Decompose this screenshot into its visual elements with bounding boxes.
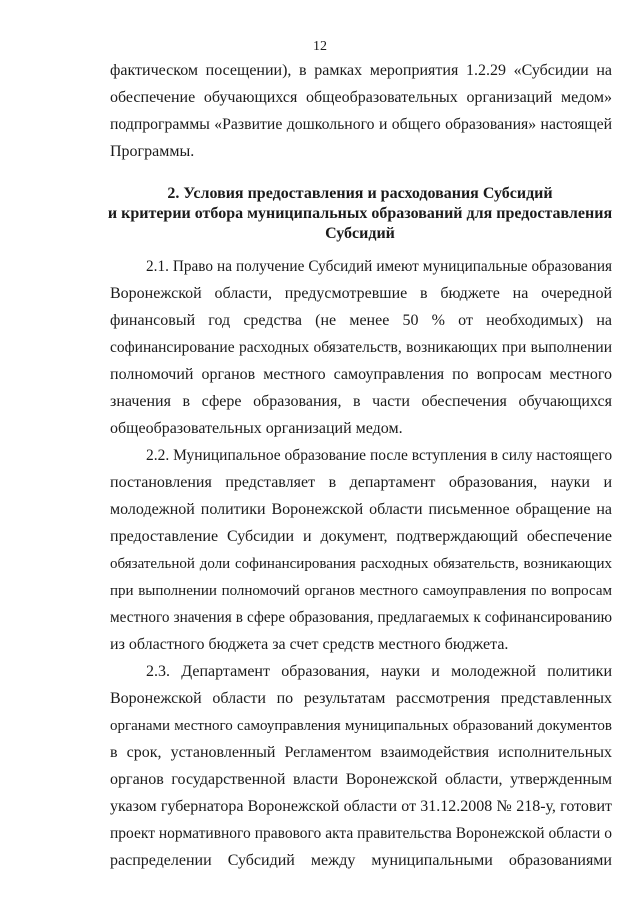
text-line: подпрограммы «Развитие дошкольного и общего образования» настоящей: [110, 116, 612, 133]
text-line: постановления представляет в департамент образования, науки и: [110, 474, 612, 491]
text-line: предоставление Субсидии и документ, подтверждающий обеспечение: [110, 528, 612, 545]
text-line: софинансирование расходных обязательств, возникающих при выполнении: [110, 339, 612, 356]
text-line: 2.3. Департамент образования, науки и молодежной политики: [146, 663, 612, 680]
text-line: распределении Субсидий между муниципальными образованиями: [110, 852, 612, 869]
text-line: Воронежской области по результатам рассмотрения представленных: [110, 690, 612, 707]
text-line: Программы.: [110, 143, 195, 160]
text-line: обязательной доли софинансирования расходных обязательств, возникающих: [110, 556, 612, 572]
text-line: при выполнении полномочий органов местного самоуправления по вопросам: [110, 583, 612, 599]
text-line: в срок, установленный Регламентом взаимодействия исполнительных: [110, 744, 612, 761]
text-line: общеобразовательных организаций медом.: [110, 420, 403, 437]
text-line: Воронежской области, предусмотревшие в бюджете на очередной: [110, 285, 612, 302]
text-line: органами местного самоуправления муниципальных образований документов: [110, 718, 612, 734]
text-line: местного значения в сфере образования, предлагаемых к софинансированию: [110, 609, 612, 626]
text-line: 2.1. Право на получение Субсидий имеют муниципальные образования: [146, 258, 612, 275]
text-line: проект нормативного правового акта правительства Воронежской области о: [110, 825, 612, 842]
text-line: финансовый год средства (не менее 50 % от необходимых) на: [110, 312, 612, 329]
text-line: 2.2. Муниципальное образование после вступления в силу настоящего: [146, 447, 613, 464]
heading-line: и критерии отбора муниципальных образований для предоставления: [107, 205, 613, 222]
text-line: из областного бюджета за счет средств местного бюджета.: [110, 636, 509, 653]
text-line: молодежной политики Воронежской области письменное обращение на: [110, 501, 612, 518]
text-line: указом губернатора Воронежской области от 31.12.2008 № 218-у, готовит: [110, 798, 612, 815]
heading-line: 2. Условия предоставления и расходования Субсидий: [167, 185, 553, 202]
page-number: 12: [313, 39, 327, 54]
heading-line: Субсидий: [325, 225, 395, 242]
text-line: полномочий органов местного самоуправления по вопросам местного: [110, 366, 612, 383]
text-line: обеспечение обучающихся общеобразовательных организаций медом»: [110, 89, 612, 106]
text-line: органов государственной власти Воронежской области, утвержденным: [110, 771, 612, 788]
text-line: фактическом посещении), в рамках мероприятия 1.2.29 «Субсидии на: [110, 62, 612, 79]
text-line: значения в сфере образования, в части обеспечения обучающихся: [110, 393, 612, 410]
